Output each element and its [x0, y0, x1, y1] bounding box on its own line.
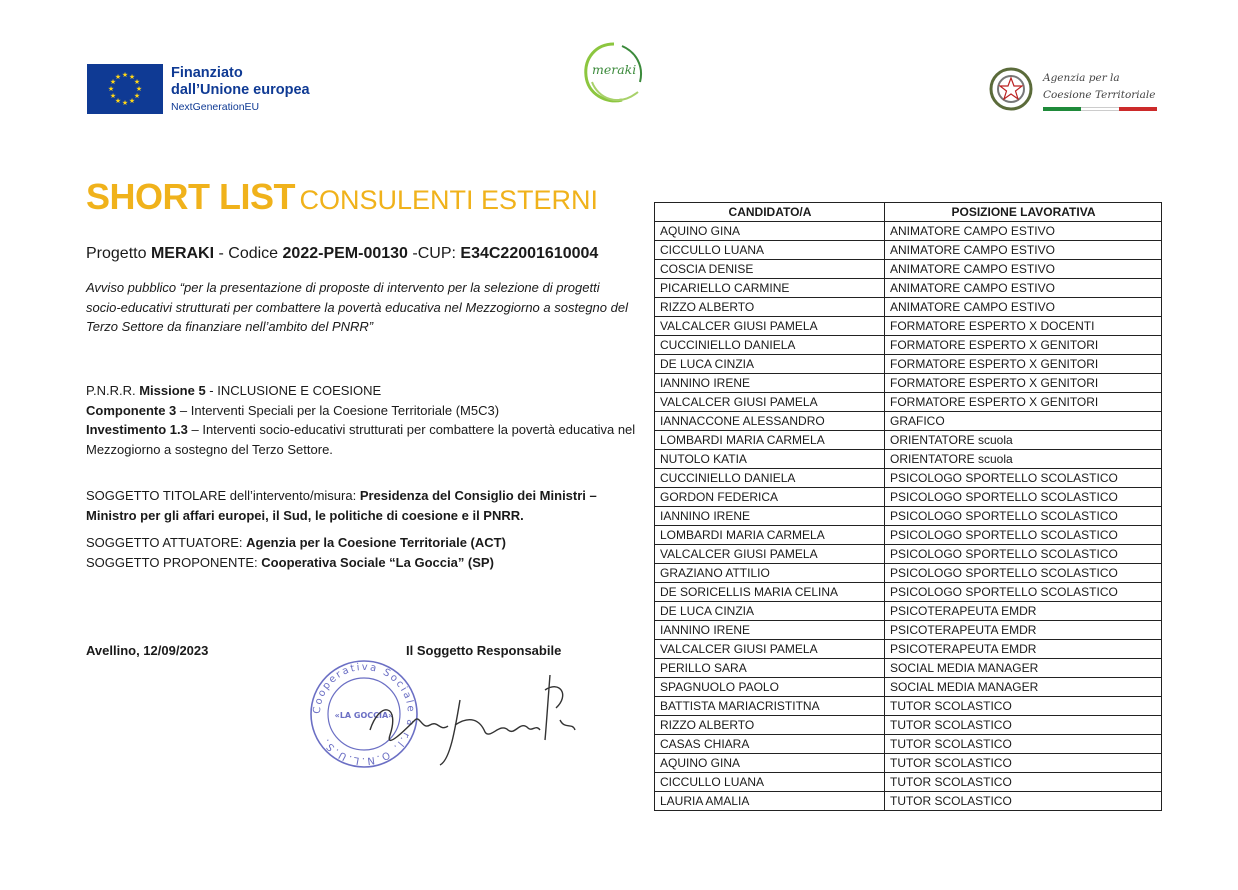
- candidate-cell: RIZZO ALBERTO: [655, 298, 885, 317]
- soggetto-titolare-value: Presidenza del Consiglio dei Ministri – Ministro per gli affari europei, il Sud, le politiche di coesione e il PNRR.: [86, 488, 597, 523]
- act-logo: [988, 66, 1163, 116]
- meraki-logo: [578, 38, 650, 110]
- position-cell: ORIENTATORE scuola: [885, 431, 1162, 450]
- title-subtitle: CONSULENTI ESTERNI: [299, 185, 598, 215]
- table-row: [655, 222, 1162, 241]
- table-row: [655, 526, 1162, 545]
- svg-text:★: ★: [128, 73, 136, 81]
- position-cell: TUTOR SCOLASTICO: [885, 697, 1162, 716]
- candidate-cell: IANNINO IRENE: [655, 621, 885, 640]
- table-row: [655, 393, 1162, 412]
- table-row: [655, 678, 1162, 697]
- candidate-cell: LOMBARDI MARIA CARMELA: [655, 431, 885, 450]
- table-row: [655, 716, 1162, 735]
- position-cell: ANIMATORE CAMPO ESTIVO: [885, 279, 1162, 298]
- table-row: [655, 507, 1162, 526]
- project-prefix: Progetto: [86, 245, 151, 262]
- eu-funding-logo: [87, 64, 319, 114]
- candidate-cell: NUTOLO KATIA: [655, 450, 885, 469]
- table-row: [655, 317, 1162, 336]
- candidate-cell: DE LUCA CINZIA: [655, 602, 885, 621]
- candidate-cell: AQUINO GINA: [655, 222, 885, 241]
- candidate-cell: VALCALCER GIUSI PAMELA: [655, 317, 885, 336]
- header-candidato: CANDIDATO/A: [655, 203, 885, 222]
- svg-text:★: ★: [135, 85, 143, 93]
- position-cell: FORMATORE ESPERTO X GENITORI: [885, 355, 1162, 374]
- position-cell: PSICOLOGO SPORTELLO SCOLASTICO: [885, 545, 1162, 564]
- candidate-cell: LOMBARDI MARIA CARMELA: [655, 526, 885, 545]
- eu-logo-line1: Finanziato: [171, 65, 243, 81]
- table-row: [655, 298, 1162, 317]
- svg-text:★: ★: [128, 97, 136, 105]
- position-cell: PSICOLOGO SPORTELLO SCOLASTICO: [885, 526, 1162, 545]
- candidate-cell: VALCALCER GIUSI PAMELA: [655, 640, 885, 659]
- table-row: [655, 355, 1162, 374]
- position-cell: FORMATORE ESPERTO X GENITORI: [885, 393, 1162, 412]
- position-cell: ORIENTATORE scuola: [885, 450, 1162, 469]
- pnrr-componente-desc: – Interventi Speciali per la Coesione Territoriale (M5C3): [176, 402, 500, 418]
- table-row: [655, 260, 1162, 279]
- position-cell: ANIMATORE CAMPO ESTIVO: [885, 222, 1162, 241]
- table-row: [655, 659, 1162, 678]
- candidate-cell: LAURIA AMALIA: [655, 792, 885, 811]
- eu-flag-icon: [87, 64, 163, 114]
- project-cup-label: -CUP:: [407, 245, 461, 262]
- soggetto-attuatore-label: SOGGETTO ATTUATORE:: [86, 535, 247, 550]
- position-cell: GRAFICO: [885, 412, 1162, 431]
- candidate-cell: BATTISTA MARIACRISTITNA: [655, 697, 885, 716]
- position-cell: FORMATORE ESPERTO X DOCENTI: [885, 317, 1162, 336]
- table-row: [655, 450, 1162, 469]
- candidate-cell: RIZZO ALBERTO: [655, 716, 885, 735]
- candidate-cell: COSCIA DENISE: [655, 260, 885, 279]
- table-row: [655, 735, 1162, 754]
- table-row: [655, 792, 1162, 811]
- candidate-cell: CASAS CHIARA: [655, 735, 885, 754]
- position-cell: SOCIAL MEDIA MANAGER: [885, 678, 1162, 697]
- act-logo-line1: Agenzia per la: [1043, 72, 1120, 84]
- avviso-pubblico: [86, 278, 636, 337]
- candidate-cell: GRAZIANO ATTILIO: [655, 564, 885, 583]
- page-title: [86, 176, 598, 218]
- avviso-text: “per la presentazione di proposte di intervento per la selezione di progetti socio-educativi strutturati per combattere la povertà educativa nel Mezzogiorno a sostegno del Terzo Settore da finanziare nell’ambito del PNRR”: [86, 280, 628, 334]
- candidate-cell: IANNINO IRENE: [655, 374, 885, 393]
- position-cell: PSICOTERAPEUTA EMDR: [885, 640, 1162, 659]
- pnrr-missione: Missione 5: [139, 383, 206, 398]
- position-cell: PSICOLOGO SPORTELLO SCOLASTICO: [885, 488, 1162, 507]
- svg-text:★: ★: [133, 78, 141, 86]
- position-cell: SOCIAL MEDIA MANAGER: [885, 659, 1162, 678]
- table-row: [655, 545, 1162, 564]
- pnrr-componente: Componente 3: [86, 402, 177, 418]
- project-line: [86, 245, 598, 263]
- table-row: [655, 754, 1162, 773]
- place-date: Avellino, 12/09/2023: [86, 643, 209, 658]
- meraki-wordmark: meraki: [592, 62, 637, 77]
- stamp-ring-text: Cooperativa Sociale a r.l. O.N.L.U.S.: [311, 661, 417, 767]
- pnrr-prefix: P.N.R.R.: [86, 383, 140, 398]
- table-row: [655, 412, 1162, 431]
- stamp-center-text: «LA GOCCIA»: [334, 711, 394, 720]
- eu-logo-line2: dall’Unione europea: [171, 81, 310, 98]
- position-cell: FORMATORE ESPERTO X GENITORI: [885, 336, 1162, 355]
- project-name: MERAKI: [150, 245, 215, 262]
- candidate-cell: VALCALCER GIUSI PAMELA: [655, 545, 885, 564]
- table-row: [655, 773, 1162, 792]
- eu-logo-line3: NextGenerationEU: [171, 101, 260, 114]
- table-row: [655, 374, 1162, 393]
- position-cell: PSICOLOGO SPORTELLO SCOLASTICO: [885, 469, 1162, 488]
- svg-text:★: ★: [133, 92, 141, 100]
- table-row: [655, 602, 1162, 621]
- table-row: [655, 564, 1162, 583]
- position-cell: PSICOTERAPEUTA EMDR: [885, 621, 1162, 640]
- candidate-cell: AQUINO GINA: [655, 754, 885, 773]
- project-code: 2022-PEM-00130: [282, 245, 408, 262]
- table-row: [655, 279, 1162, 298]
- soggetto-attuatore-value: Agenzia per la Coesione Territoriale (ACT): [246, 535, 506, 550]
- table-row: [655, 469, 1162, 488]
- position-cell: ANIMATORE CAMPO ESTIVO: [885, 260, 1162, 279]
- italian-flag-bar: [1043, 107, 1157, 111]
- svg-text:★: ★: [114, 73, 122, 81]
- position-cell: TUTOR SCOLASTICO: [885, 754, 1162, 773]
- position-cell: PSICOTERAPEUTA EMDR: [885, 602, 1162, 621]
- pnrr-investimento: Investimento 1.3: [86, 422, 188, 437]
- candidate-cell: DE LUCA CINZIA: [655, 355, 885, 374]
- candidate-cell: IANNINO IRENE: [655, 507, 885, 526]
- position-cell: PSICOLOGO SPORTELLO SCOLASTICO: [885, 564, 1162, 583]
- candidate-cell: DE SORICELLIS MARIA CELINA: [655, 583, 885, 602]
- avviso-intro: Avviso pubblico: [86, 280, 180, 295]
- position-cell: PSICOLOGO SPORTELLO SCOLASTICO: [885, 507, 1162, 526]
- table-header-row: [655, 203, 1162, 222]
- svg-text:★: ★: [109, 78, 117, 86]
- soggetto-proponente-label: SOGGETTO PROPONENTE:: [86, 554, 262, 570]
- handwritten-signature: [360, 660, 590, 770]
- act-logo-line2: Coesione Territoriale: [1043, 88, 1156, 101]
- table-row: [655, 431, 1162, 450]
- candidate-cell: PICARIELLO CARMINE: [655, 279, 885, 298]
- soggetto-proponente-value: Cooperativa Sociale “La Goccia” (SP): [261, 554, 494, 570]
- project-cup: E34C22001610004: [460, 245, 599, 262]
- soggetti-section: [86, 486, 646, 572]
- project-code-label: - Codice: [214, 245, 283, 262]
- position-cell: TUTOR SCOLASTICO: [885, 792, 1162, 811]
- position-cell: ANIMATORE CAMPO ESTIVO: [885, 241, 1162, 260]
- svg-text:★: ★: [114, 97, 122, 105]
- candidate-cell: CICCULLO LUANA: [655, 241, 885, 260]
- table-row: [655, 241, 1162, 260]
- soggetto-titolare-label: SOGGETTO TITOLARE dell’intervento/misura:: [86, 488, 360, 503]
- responsabile-label: Il Soggetto Responsabile: [406, 643, 562, 658]
- pnrr-missione-desc: - INCLUSIONE E COESIONE: [205, 383, 382, 398]
- table-row: [655, 583, 1162, 602]
- shortlist-table: [654, 202, 1162, 811]
- title-short-list: SHORT LIST: [86, 176, 295, 217]
- candidate-cell: SPAGNUOLO PAOLO: [655, 678, 885, 697]
- table-row: [655, 621, 1162, 640]
- position-cell: FORMATORE ESPERTO X GENITORI: [885, 374, 1162, 393]
- position-cell: TUTOR SCOLASTICO: [885, 716, 1162, 735]
- table-row: [655, 697, 1162, 716]
- candidate-cell: CICCULLO LUANA: [655, 773, 885, 792]
- candidate-cell: CUCCINIELLO DANIELA: [655, 469, 885, 488]
- svg-text:★: ★: [107, 85, 115, 93]
- italian-republic-emblem-icon: [988, 66, 1034, 112]
- pnrr-section: [86, 381, 656, 459]
- svg-text:★: ★: [109, 92, 117, 100]
- position-cell: TUTOR SCOLASTICO: [885, 773, 1162, 792]
- position-cell: ANIMATORE CAMPO ESTIVO: [885, 298, 1162, 317]
- table-row: [655, 640, 1162, 659]
- candidate-cell: GORDON FEDERICA: [655, 488, 885, 507]
- position-cell: PSICOLOGO SPORTELLO SCOLASTICO: [885, 583, 1162, 602]
- candidate-cell: PERILLO SARA: [655, 659, 885, 678]
- header-posizione: POSIZIONE LAVORATIVA: [885, 203, 1162, 222]
- table-row: [655, 488, 1162, 507]
- candidate-cell: IANNACCONE ALESSANDRO: [655, 412, 885, 431]
- svg-text:★: ★: [121, 71, 129, 79]
- table-row: [655, 336, 1162, 355]
- candidate-cell: CUCCINIELLO DANIELA: [655, 336, 885, 355]
- position-cell: TUTOR SCOLASTICO: [885, 735, 1162, 754]
- candidate-cell: VALCALCER GIUSI PAMELA: [655, 393, 885, 412]
- pnrr-investimento-desc: – Interventi socio-educativi strutturati per combattere la povertà educativa nel Mezzogiorno a sostegno del Terzo Settore.: [86, 422, 636, 457]
- svg-text:★: ★: [121, 99, 129, 107]
